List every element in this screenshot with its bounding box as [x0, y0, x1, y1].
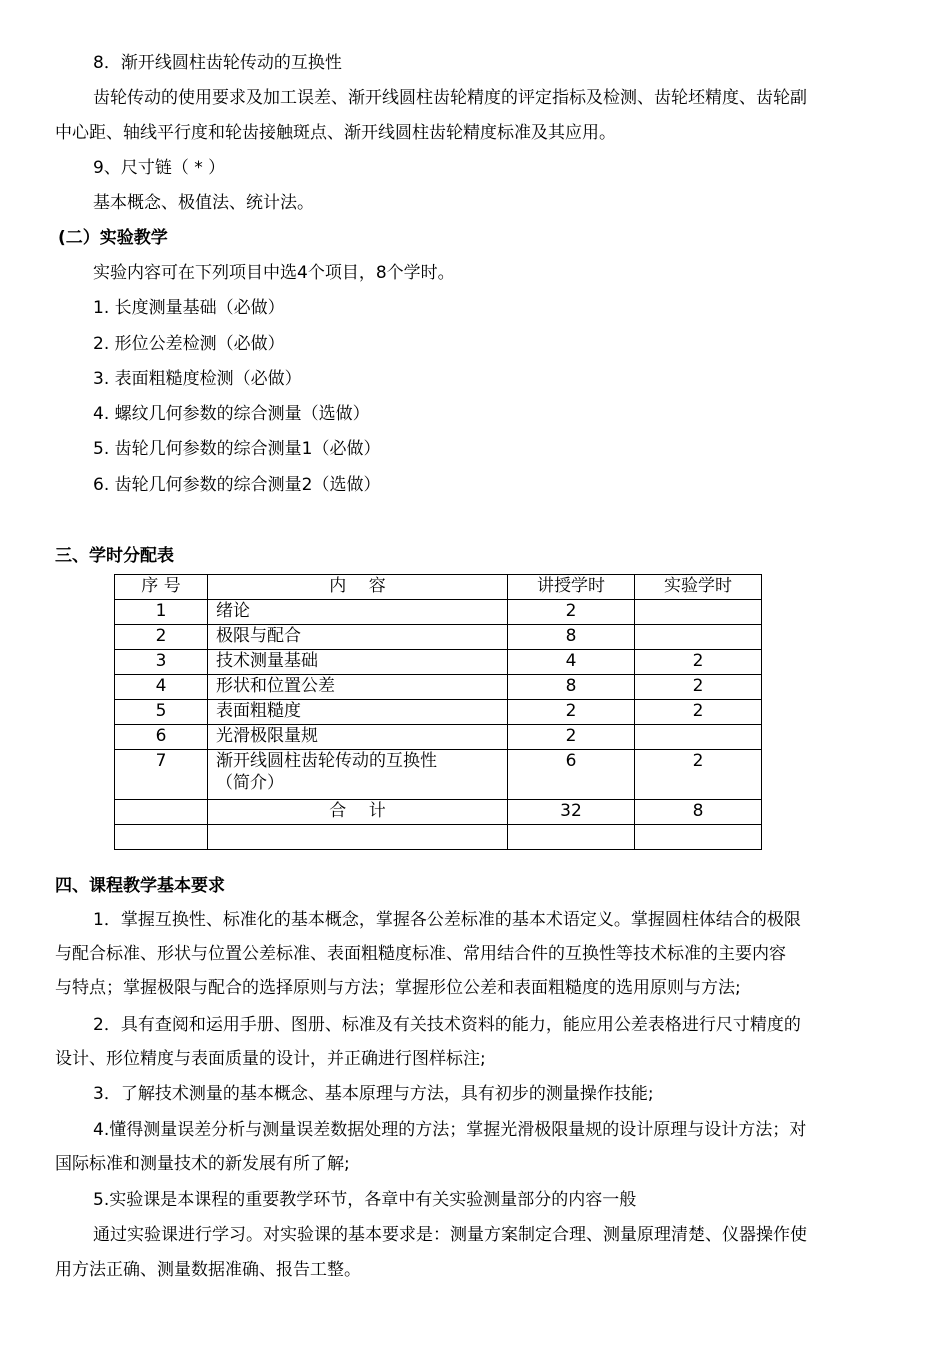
cell-lab-hours [635, 625, 762, 650]
requirements-line: 4.懂得测量误差分析与测量误差数据处理的方法；掌握光滑极限量规的设计原理与设计方法；对 [93, 1120, 807, 1140]
requirements-line: 2．具有查阅和运用手册、图册、标准及有关技术资料的能力，能应用公差表格进行尺寸精度的 [93, 1015, 801, 1035]
header-cell-lecture-hours: 讲授学时 [508, 575, 635, 600]
table-header-row [115, 575, 762, 600]
table-row [115, 625, 762, 650]
empty-cell [508, 825, 635, 850]
header-cell-number: 序 号 [115, 575, 208, 600]
experiment-item: 5. 齿轮几何参数的综合测量1（必做） [93, 439, 381, 459]
cell-lecture-hours: 2 [508, 600, 635, 625]
cell-content: 形状和位置公差 [208, 675, 508, 700]
cell-content: 光滑极限量规 [208, 725, 508, 750]
cell-lecture-hours: 8 [508, 675, 635, 700]
experiment-item: 3. 表面粗糙度检测（必做） [93, 369, 302, 389]
cell-number: 3 [115, 650, 208, 675]
table-row [115, 650, 762, 675]
chain-section-body: 基本概念、极值法、统计法。 [93, 193, 314, 213]
cell-number: 4 [115, 675, 208, 700]
cell-lab-hours: 2 [635, 700, 762, 725]
cell-content [208, 750, 508, 800]
table-row [115, 725, 762, 750]
experiment-item: 6. 齿轮几何参数的综合测量2（选做） [93, 475, 381, 495]
chain-section-heading: 9、尺寸链（ * ） [93, 158, 226, 178]
cell-content-line: 渐开线圆柱齿轮传动的互换性 [216, 751, 437, 771]
cell-lecture-hours: 4 [508, 650, 635, 675]
empty-cell [208, 825, 508, 850]
cell-content: 极限与配合 [208, 625, 508, 650]
experiment-intro: 实验内容可在下列项目中选4个项目，8个学时。 [93, 263, 455, 283]
cell-number: 1 [115, 600, 208, 625]
requirements-line: 国际标准和测量技术的新发展有所了解; [55, 1154, 350, 1174]
cell-number-empty [115, 800, 208, 825]
cell-number: 6 [115, 725, 208, 750]
table-row [115, 700, 762, 725]
requirements-line: 用方法正确、测量数据准确、报告工整。 [55, 1260, 361, 1280]
header-cell-lab-hours: 实验学时 [635, 575, 762, 600]
table-row [115, 750, 762, 800]
table-total-row [115, 800, 762, 825]
total-lecture-hours: 32 [508, 800, 635, 825]
cell-lecture-hours: 2 [508, 700, 635, 725]
requirements-line: 与特点；掌握极限与配合的选择原则与方法；掌握形位公差和表面粗糙度的选用原则与方法; [55, 978, 741, 998]
header-cell-content: 内 容 [208, 575, 508, 600]
cell-lab-hours: 2 [635, 675, 762, 700]
hours-table [114, 574, 762, 850]
cell-content-note: （简介） [216, 773, 284, 793]
requirements-line: 3．了解技术测量的基本概念、基本原理与方法，具有初步的测量操作技能; [93, 1084, 654, 1104]
total-label: 合 计 [208, 800, 508, 825]
gear-section-heading: 8．渐开线圆柱齿轮传动的互换性 [93, 53, 342, 73]
cell-content: 表面粗糙度 [208, 700, 508, 725]
table-empty-row [115, 825, 762, 850]
requirements-line: 5.实验课是本课程的重要教学环节，各章中有关实验测量部分的内容一般 [93, 1190, 637, 1210]
cell-lab-hours [635, 725, 762, 750]
cell-lab-hours: 2 [635, 750, 762, 800]
cell-content: 绪论 [208, 600, 508, 625]
requirements-line: 与配合标准、形状与位置公差标准、表面粗糙度标准、常用结合件的互换性等技术标准的主要内容 [55, 944, 786, 964]
hours-table-heading: 三、学时分配表 [55, 546, 174, 566]
cell-number: 7 [115, 750, 208, 800]
requirements-heading: 四、课程教学基本要求 [55, 876, 225, 896]
experiment-item: 1. 长度测量基础（必做） [93, 298, 285, 318]
cell-lab-hours [635, 600, 762, 625]
cell-number: 2 [115, 625, 208, 650]
gear-section-body-line-2: 中心距、轴线平行度和轮齿接触斑点、渐开线圆柱齿轮精度标准及其应用。 [55, 123, 616, 143]
requirements-line: 1．掌握互换性、标准化的基本概念，掌握各公差标准的基本术语定义。掌握圆柱体结合的极限 [93, 910, 801, 930]
empty-cell [635, 825, 762, 850]
total-lab-hours: 8 [635, 800, 762, 825]
cell-number: 5 [115, 700, 208, 725]
cell-lecture-hours: 6 [508, 750, 635, 800]
experiment-item: 4. 螺纹几何参数的综合测量（选做） [93, 404, 370, 424]
table-row [115, 675, 762, 700]
experiment-item: 2. 形位公差检测（必做） [93, 334, 285, 354]
cell-lab-hours: 2 [635, 650, 762, 675]
cell-lecture-hours: 8 [508, 625, 635, 650]
cell-content: 技术测量基础 [208, 650, 508, 675]
empty-cell [115, 825, 208, 850]
requirements-line: 通过实验课进行学习。对实验课的基本要求是：测量方案制定合理、测量原理清楚、仪器操作使 [93, 1225, 807, 1245]
gear-section-body-line-1: 齿轮传动的使用要求及加工误差、渐开线圆柱齿轮精度的评定指标及检测、齿轮坯精度、齿轮副 [93, 88, 807, 108]
table-row [115, 600, 762, 625]
experiment-heading: (二）实验教学 [58, 228, 168, 248]
cell-lecture-hours: 2 [508, 725, 635, 750]
requirements-line: 设计、形位精度与表面质量的设计，并正确进行图样标注; [55, 1049, 486, 1069]
